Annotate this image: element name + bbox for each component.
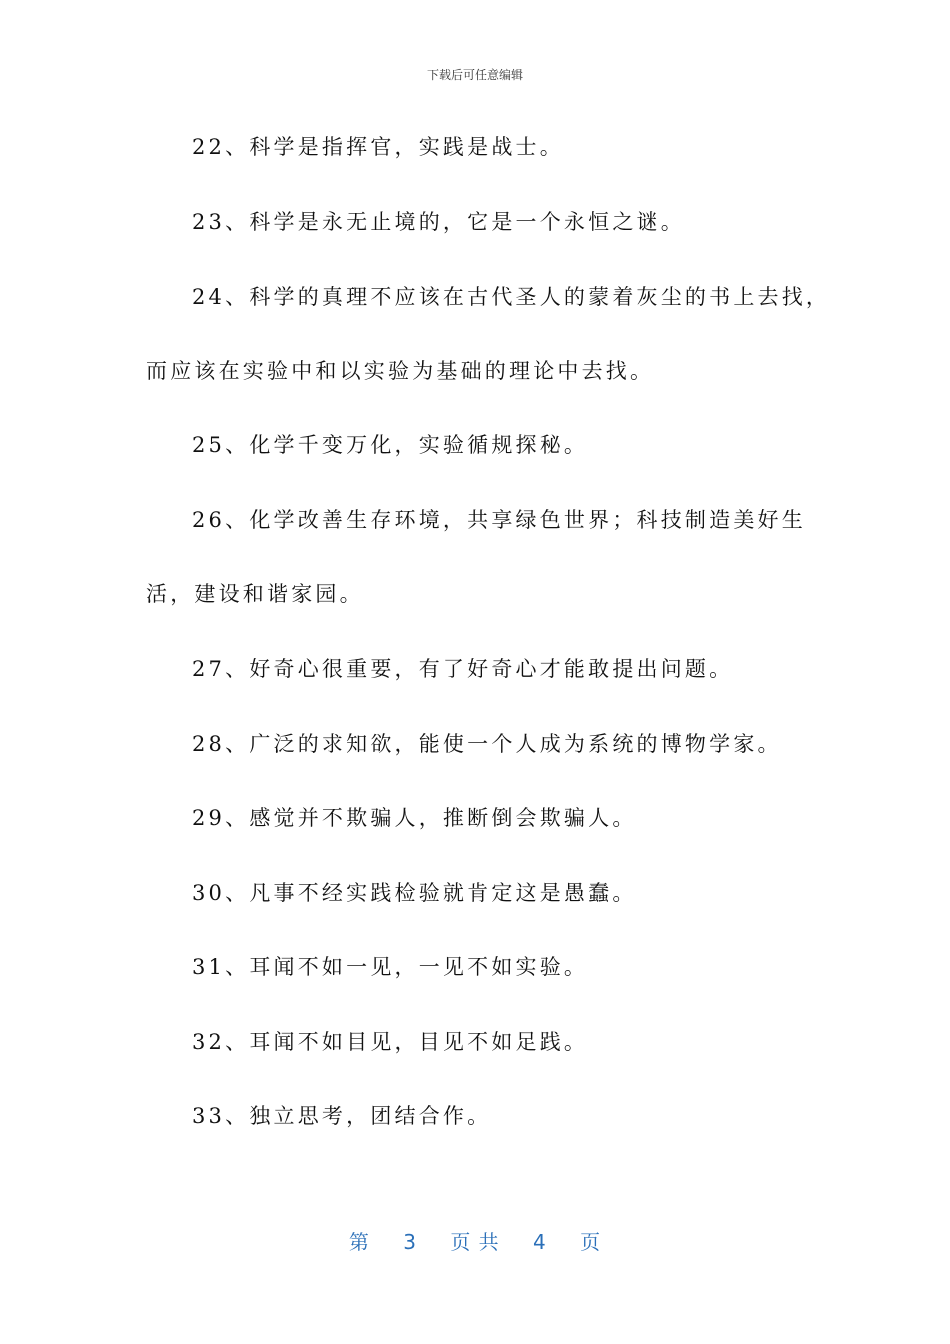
page-header: 下载后可任意编辑 (426, 68, 523, 82)
footer-prefix: 第 (348, 1230, 370, 1254)
total-page-number: 4 (533, 1230, 547, 1254)
paragraph-line: 25、化学千变万化，实验循规探秘。 (192, 433, 589, 457)
page-footer (0, 1226, 950, 1255)
paragraph-line: 26、化学改善生存环境，共享绿色世界；科技制造美好生 (192, 508, 806, 532)
paragraph-line: 活，建设和谐家园。 (146, 582, 364, 606)
paragraph-line: 31、耳闻不如一见，一见不如实验。 (192, 955, 589, 979)
paragraph-line: 24、科学的真理不应该在古代圣人的蒙着灰尘的书上去找， (192, 285, 831, 309)
paragraph-line: 30、凡事不经实践检验就肯定这是愚蠢。 (192, 881, 637, 905)
paragraph-line: 27、好奇心很重要，有了好奇心才能敢提出问题。 (192, 657, 734, 681)
footer-mid: 页 共 (450, 1230, 500, 1254)
paragraph-line: 33、独立思考，团结合作。 (192, 1104, 492, 1128)
paragraph-line: 32、耳闻不如目见，目见不如足践。 (192, 1030, 589, 1054)
paragraph-line: 29、感觉并不欺骗人，推断倒会欺骗人。 (192, 806, 637, 830)
footer-suffix: 页 (580, 1230, 602, 1254)
paragraph-line: 22、科学是指挥官，实践是战士。 (192, 135, 564, 159)
paragraph-line: 28、广泛的求知欲，能使一个人成为系统的博物学家。 (192, 732, 782, 756)
current-page-number: 3 (403, 1230, 417, 1254)
paragraph-line: 23、科学是永无止境的，它是一个永恒之谜。 (192, 210, 685, 234)
paragraph-line: 而应该在实验中和以实验为基础的理论中去找。 (146, 359, 655, 383)
